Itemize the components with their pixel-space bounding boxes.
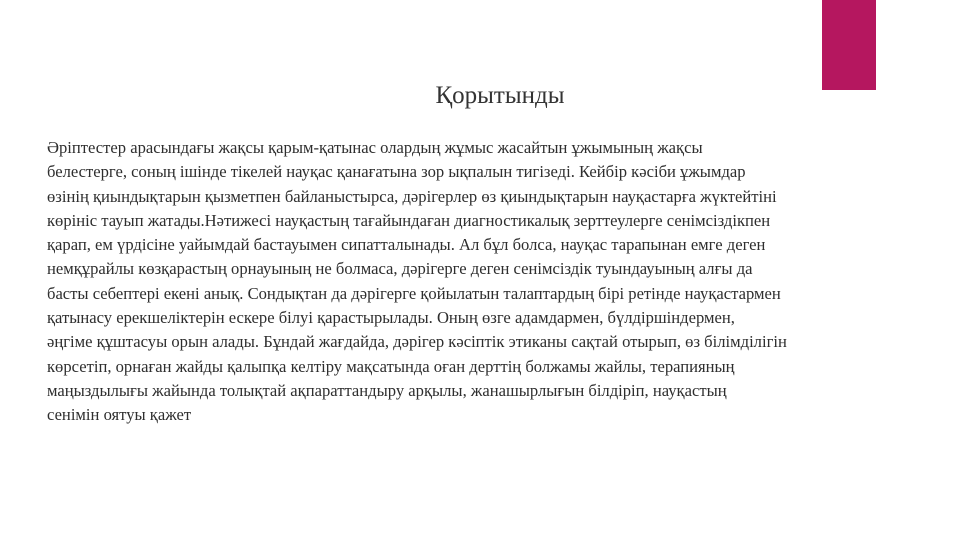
slide-title: Қорытынды: [435, 82, 565, 109]
accent-bar: [822, 0, 876, 90]
body-paragraph: Әріптестер арасындағы жақсы қарым-қатынас олардың жұмыс жасайтын ұжымының жақсы белестерге, соның ішінде тікелей науқас қанағатына зор ықпалын тигізеді. Кейбір кәсіби ұжымдар өзінің қиындықтарын қызметпен байланыстырса, дәрігерлер өз қиындықтарын науқастарға жүктейтіні көрініс тауып жатады.Нәтижесі науқастың тағайындаған диагностикалық зерттеулерге сенімсіздікпен қарап, ем үрдісіне уайымдай бастауымен сипатталынады. Ал бұл болса, науқас тарапынан емге деген немқұрайлы көзқарастың орнауының не болмаса, дәрігерге деген сенімсіздік туындауының алғы да басты себептері екені анық. Сондықтан да дәрігерге қойылатын талаптардың бірі ретінде науқастармен қатынасу ерекшеліктерін ескере білуі қарастырылады. Оның өзге адамдармен, бүлдіршіндермен, әңгіме құштасуы орын алады. Бұндай жағдайда, дәрігер кәсіптік этиканы сақтай отырып, өз білімділігін көрсетіп, орнаған жайды қалыпқа келтіру мақсатында оған дерттің болжамы жайлы, терапияның маңыздылығы жайында толықтай ақпараттандыру арқылы, жанашырлығын білдіріп, науқастың сенімін оятуы қажет: [47, 138, 787, 425]
